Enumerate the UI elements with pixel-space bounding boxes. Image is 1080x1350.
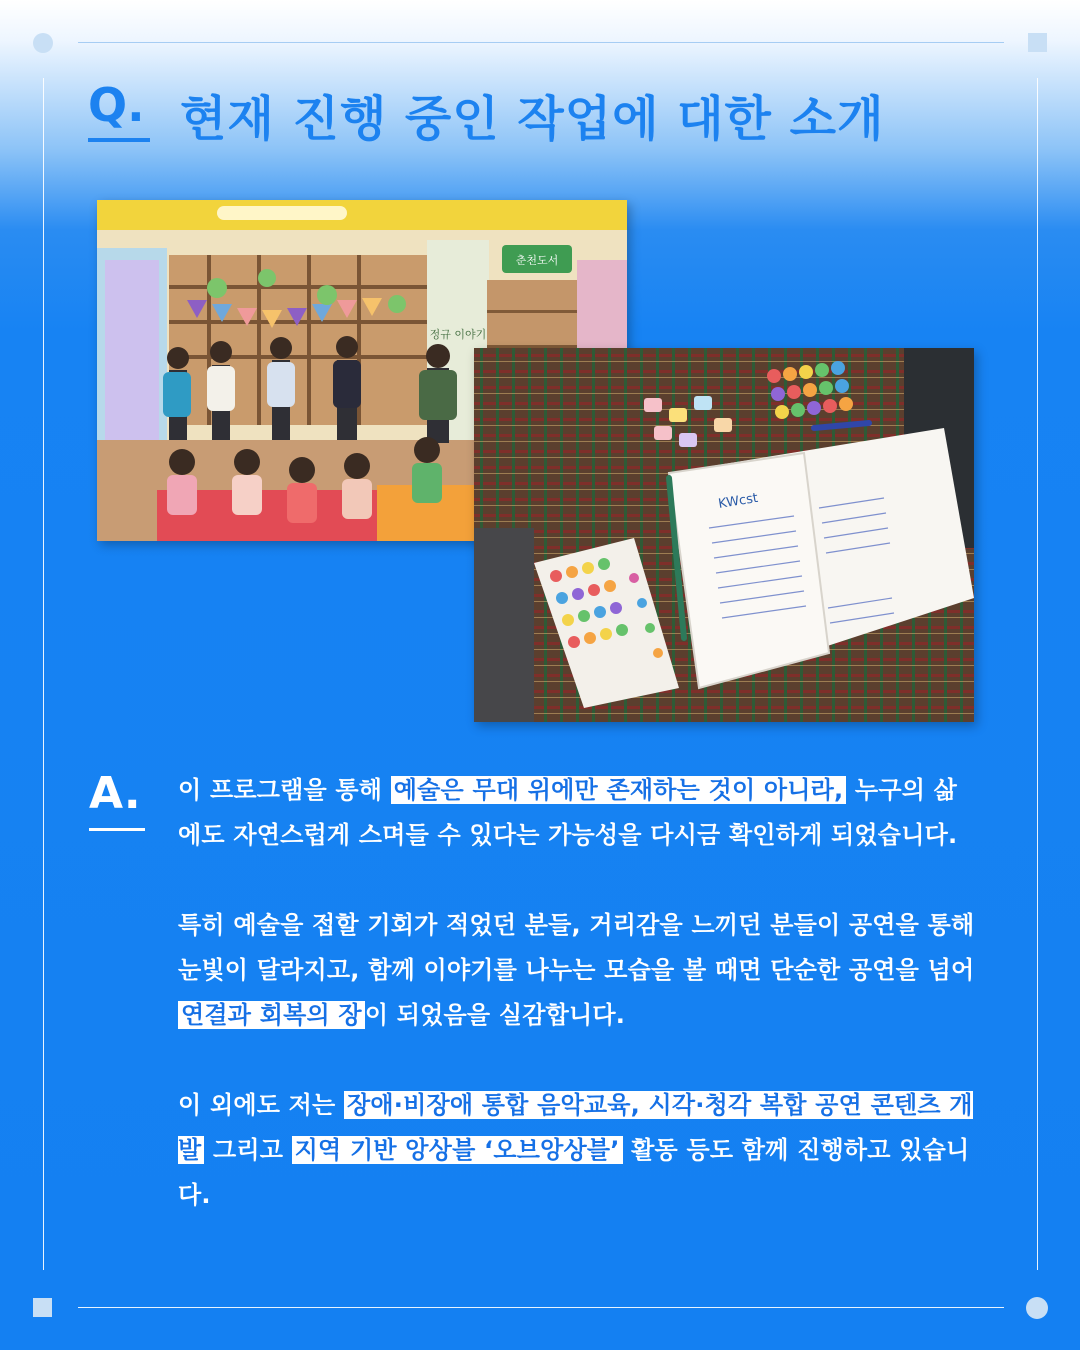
answer-paragraph (178, 1083, 978, 1218)
corner-square-bottom-left (33, 1298, 52, 1317)
craft-photo-illustration (474, 348, 974, 722)
answer-text: 특히 예술을 접할 기회가 적었던 분들, 거리감을 느끼던 분들이 공연을 통해 눈빛이 달라지고, 함께 이야기를 나누는 모습을 볼 때면 단순한 공연을 넘어 (178, 911, 975, 984)
corner-circle-bottom-right (1026, 1297, 1048, 1319)
top-divider (78, 42, 1004, 43)
answer-label: A. (89, 768, 141, 819)
banner-sign-text: 춘천도서 (515, 254, 559, 267)
question-label-underline (88, 138, 150, 142)
panel-sign-text: 정규 이야기 (429, 328, 487, 341)
answer-text: 이 되었음을 실감합니다. (364, 1001, 626, 1029)
craft-activity-photo (474, 348, 974, 722)
corner-circle-top-left (33, 33, 53, 53)
answer-body (178, 768, 978, 1218)
answer-label-underline (89, 828, 145, 831)
page-title: 현재 진행 중인 작업에 대한 소개 (180, 91, 885, 147)
highlighted-phrase: 예술은 무대 위에만 존재하는 것이 아니라, (391, 776, 847, 804)
answer-text: 누구의 삶에도 자연스럽게 스며들 수 있다는 가능성을 다시금 확인하게 되었습니다. (178, 776, 958, 849)
answer-paragraph (178, 903, 978, 1038)
answer-text: 활동 등도 함께 진행하고 있습니다. (178, 1136, 970, 1209)
answer-text: 이 외에도 저는 (178, 1091, 344, 1119)
right-border-line (1037, 78, 1038, 1270)
left-border-line (43, 78, 44, 1270)
question-heading (88, 78, 988, 148)
highlighted-phrase: 지역 기반 앙상블 ‘오브앙상블’ (292, 1136, 623, 1164)
highlighted-phrase: 장애·비장애 통합 음악교육, 시각·청각 복합 공연 콘텐츠 개발 (178, 1091, 973, 1164)
answer-text: 이 프로그램을 통해 (178, 776, 391, 804)
notebook-title-text: KWcst (717, 490, 760, 512)
highlighted-phrase: 연결과 회복의 장 (178, 1001, 365, 1029)
answer-text: 그리고 (204, 1136, 292, 1164)
corner-square-top-right (1028, 33, 1047, 52)
bottom-divider (78, 1307, 1004, 1308)
question-label: Q. (88, 78, 145, 132)
answer-paragraph (178, 768, 978, 858)
